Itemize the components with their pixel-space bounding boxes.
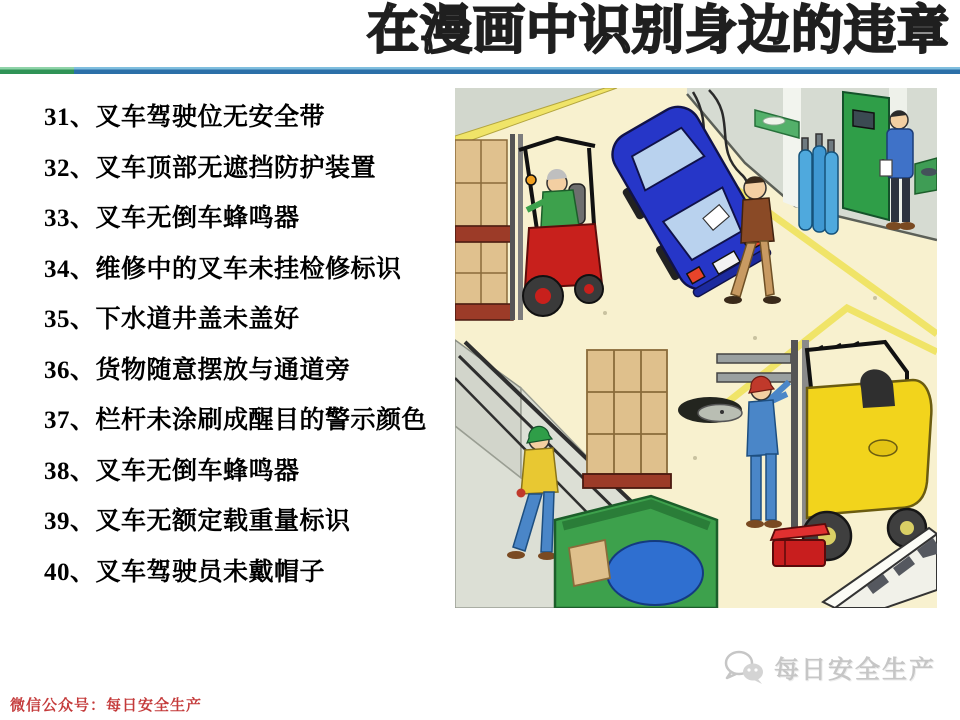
gas-cylinders [799,134,838,234]
list-item: 37、栏杆未涂刷成醒目的警示颜色 [44,407,428,435]
warehouse-cartoon [455,88,937,608]
blue-tarp [607,541,703,605]
slide-title: 在漫画中识别身边的违章 [366,3,950,60]
wechat-account-note: 微信公众号：每日安全生产 [10,698,203,714]
list-item: 36、货物随意摆放与通道旁 [44,356,351,384]
toolbox [771,524,829,566]
pallet [583,474,671,488]
box-stack-center [583,350,671,488]
bench [915,158,937,194]
wechat-bubbles-icon [722,648,768,688]
list-item: 35、下水道井盖未盖好 [44,306,300,334]
watermark-text: 每日安全生产 [774,657,937,684]
green-door [843,92,889,220]
list-item: 31、叉车驾驶位无安全带 [44,104,326,132]
violation-list [44,90,427,595]
divider-green-segment [0,67,74,74]
forklift-lamp [526,175,536,185]
list-item: 34、维修中的叉车未挂检修标识 [44,255,402,283]
open-manhole [678,397,742,423]
box-stack-left [455,140,513,320]
papers [880,160,892,176]
green-skip [555,496,717,608]
divider-blue-segment [74,67,960,74]
title-divider [0,67,960,74]
door-window [853,110,874,129]
skip-box [569,540,610,586]
list-item: 40、叉车驾驶员未戴帽子 [44,558,326,586]
list-item: 33、叉车无倒车蜂鸣器 [44,205,300,233]
watermark [722,648,936,688]
list-item: 39、叉车无额定载重量标识 [44,508,351,536]
list-item: 38、叉车无倒车蜂鸣器 [44,457,300,485]
list-item: 32、叉车顶部无遮挡防护装置 [44,154,377,182]
